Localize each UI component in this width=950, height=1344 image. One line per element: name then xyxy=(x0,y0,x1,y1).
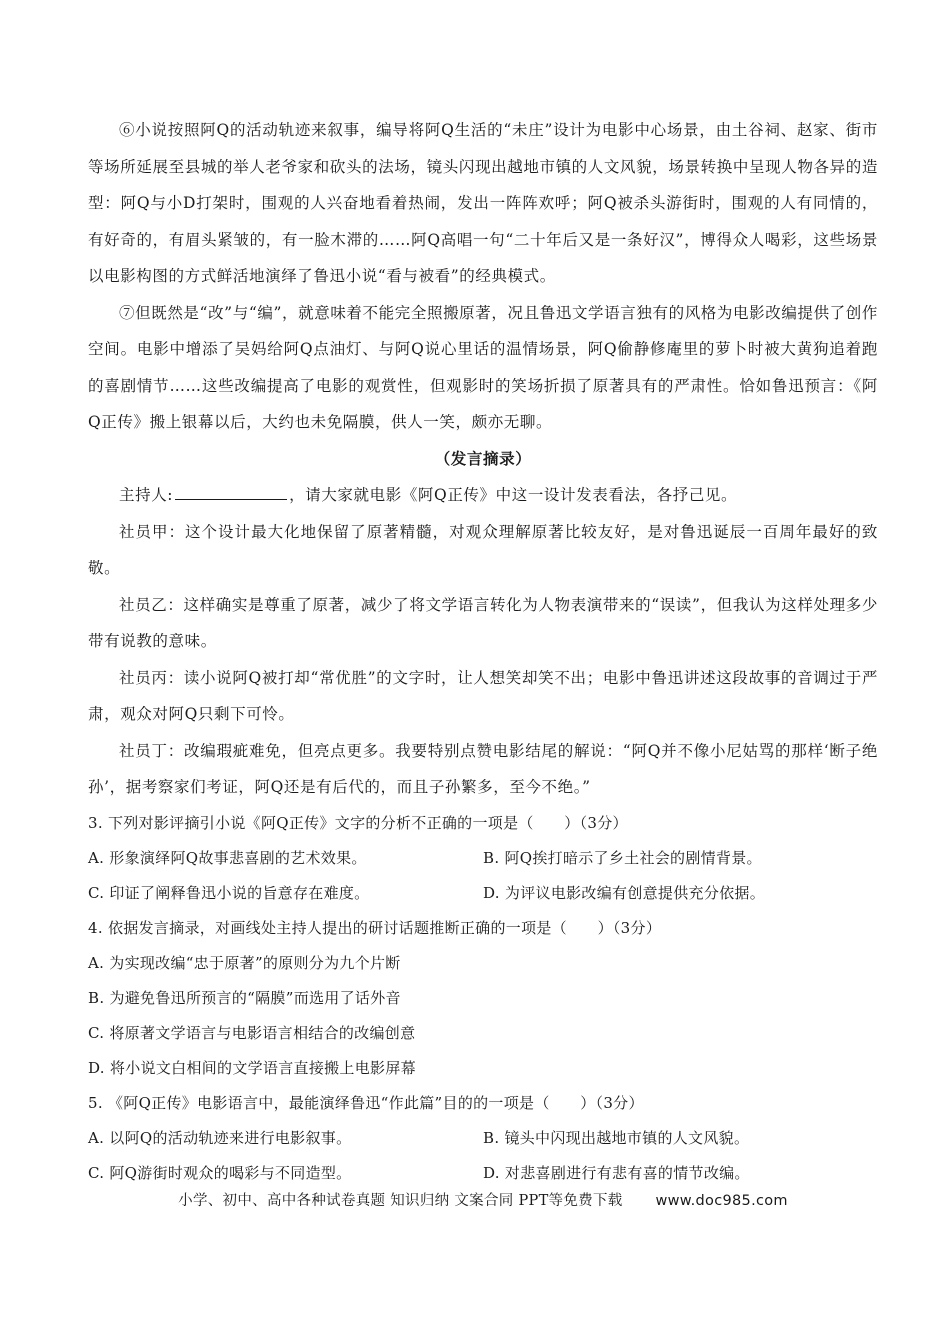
excerpt-heading: （发言摘录） xyxy=(434,448,532,468)
question-3-option-a: A. 形象演绎阿Q故事悲喜剧的艺术效果。 xyxy=(88,848,367,867)
footer-text: 小学、初中、高中各种试卷真题 知识归纳 文案合同 PPT等免费下载 xyxy=(178,1193,623,1209)
question-4-option-c: C. 将原著文学语言与电影语言相结合的改编创意 xyxy=(88,1023,416,1042)
page-footer xyxy=(88,1189,878,1210)
question-5-option-a: A. 以阿Q的活动轨迹来进行电影叙事。 xyxy=(88,1128,352,1147)
question-5-options-row-1 xyxy=(88,1121,878,1156)
question-3-options-row-2 xyxy=(88,876,878,911)
host-blank-underline xyxy=(175,485,287,500)
question-5-option-c: C. 阿Q游街时观众的喝彩与不同造型。 xyxy=(88,1163,352,1182)
question-3-option-d: D. 为评议电影改编有创意提供充分依据。 xyxy=(483,883,766,902)
host-prefix: 主持人: xyxy=(119,486,174,504)
document-body xyxy=(88,112,878,1191)
question-4-stem: 4. 依据发言摘录，对画线处主持人提出的研讨话题推断正确的一项是（ ）（3分） xyxy=(88,918,662,937)
member-b-speech: 社员乙：这样确实是尊重了原著，减少了将文学语言转化为人物表演带来的“误读”，但我认为这样处理多少带有说教的意味。 xyxy=(88,595,878,650)
question-4-option-a: A. 为实现改编“忠于原著”的原则分为九个片断 xyxy=(88,953,401,972)
question-3-stem: 3. 下列对影评摘引小说《阿Q正传》文字的分析不正确的一项是（ ）（3分） xyxy=(88,813,628,832)
member-d-speech: 社员丁：改编瑕疵难免，但亮点更多。我要特别点赞电影结尾的解说：“阿Q并不像小尼姑骂的那样‘断子绝孙’，据考察家们考证，阿Q还是有后代的，而且子孙繁多，至今不绝。” xyxy=(88,741,878,796)
question-3-option-c: C. 印证了阐释鲁迅小说的旨意存在难度。 xyxy=(88,883,370,902)
question-3-option-b: B. 阿Q挨打暗示了乡土社会的剧情背景。 xyxy=(483,848,762,867)
question-3-options-row-1 xyxy=(88,841,878,876)
paragraph-7: ⑦但既然是“改”与“编”，就意味着不能完全照搬原著，况且鲁迅文学语言独有的风格为电影改编提供了创作空间。电影中增添了吴妈给阿Q点油灯、与阿Q说心里话的温情场景，阿Q偷静修庵里的萝卜时被大黄狗追着跑的喜剧情节……这些改编提高了电影的观赏性，但观影时的笑场折损了原著具有的严肃性。恰如鲁迅预言：《阿Q正传》搬上银幕以后，大约也未免隔膜，供人一笑，颇亦无聊。 xyxy=(88,303,878,431)
question-5-option-d: D. 对悲喜剧进行有悲有喜的情节改编。 xyxy=(483,1163,750,1182)
host-suffix: ，请大家就电影《阿Q正传》中这一设计发表看法，各抒己见。 xyxy=(289,486,738,504)
question-5-option-b: B. 镜头中闪现出越地市镇的人文风貌。 xyxy=(483,1128,750,1147)
member-a-speech: 社员甲：这个设计最大化地保留了原著精髓，对观众理解原著比较友好，是对鲁迅诞辰一百周年最好的致敬。 xyxy=(88,522,878,577)
footer-site-link[interactable]: www.doc985.com xyxy=(655,1193,788,1209)
question-4-option-b: B. 为避免鲁迅所预言的“隔膜”而选用了话外音 xyxy=(88,988,401,1007)
question-4-option-d: D. 将小说文白相间的文学语言直接搬上电影屏幕 xyxy=(88,1058,416,1077)
member-c-speech: 社员丙：读小说阿Q被打却“常优胜”的文字时，让人想笑却笑不出；电影中鲁迅讲述这段故事的音调过于严肃，观众对阿Q只剩下可怜。 xyxy=(88,668,878,723)
question-5-options-row-2 xyxy=(88,1156,878,1191)
question-5-stem: 5. 《阿Q正传》电影语言中，最能演绎鲁迅“作此篇”目的的一项是（ ）（3分） xyxy=(88,1093,644,1112)
paragraph-6: ⑥小说按照阿Q的活动轨迹来叙事，编导将阿Q生活的“未庄”设计为电影中心场景，由土谷祠、赵家、街市等场所延展至县城的举人老爷家和砍头的法场，镜头闪现出越地市镇的人文风貌，场景转换中呈现人物各异的造型：阿Q与小D打架时，围观的人兴奋地看着热闹，发出一阵阵欢呼；阿Q被杀头游街时，围观的人有同情的，有好奇的，有眉头紧皱的，有一脸木滞的……阿Q高唱一句“二十年后又是一条好汉”，博得众人喝彩，这些场景以电影构图的方式鲜活地演绎了鲁迅小说“看与被看”的经典模式。 xyxy=(88,121,878,285)
host-line xyxy=(88,477,878,514)
